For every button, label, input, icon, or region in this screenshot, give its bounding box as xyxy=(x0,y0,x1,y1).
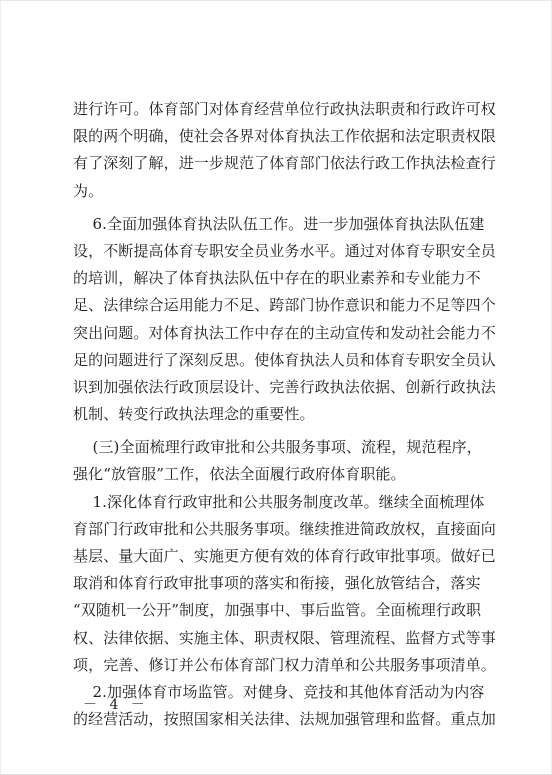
text-line: 突出问题。对体育执法工作中存在的主动宣传和发动社会能力不 xyxy=(73,323,496,342)
text-line: 的经营活动，按照国家相关法律、法规加强管理和监督。重点加 xyxy=(73,710,496,729)
text-line: 的培训，解决了体育执法队伍中存在的职业素养和专业能力不 xyxy=(73,269,481,288)
text-line: (三)全面梳理行政审批和公共服务事项、流程，规范程序， xyxy=(73,438,482,457)
body-text xyxy=(73,96,496,733)
text-line: 有了深刻了解，进一步规范了体育部门依法行政工作执法检查行 xyxy=(73,154,496,173)
text-line: 权、法律依据、实施主体、职责权限、管理流程、监督方式等事 xyxy=(73,628,496,647)
text-line: 项，完善、修订并公布体育部门权力清单和公共服务事项清单。 xyxy=(73,655,496,674)
text-line: 足、法律综合运用能力不足、跨部门协作意识和能力不足等四个 xyxy=(73,296,496,315)
text-line: 为。 xyxy=(73,181,104,200)
text-line: 设，不断提高体育专职安全员业务水平。通过对体育专职安全员 xyxy=(73,241,496,260)
text-line: 取消和体育行政审批事项的落实和衔接，强化放管结合，落实 xyxy=(73,574,481,593)
text-line: 识到加强依法行政顶层设计、完善行政执法依据、创新行政执法 xyxy=(73,377,496,396)
text-line: 6.全面加强体育执法队伍工作。进一步加强体育执法队伍建 xyxy=(73,214,485,233)
text-line: 2.加强体育市场监管。对健身、竞技和其他体育活动为内容 xyxy=(73,682,485,701)
text-line: 足的问题进行了深刻反思。使体育执法人员和体育专职安全员认 xyxy=(73,350,496,369)
text-line: 强化“放管服”工作，依法全面履行政府体育职能。 xyxy=(73,465,406,484)
text-line: 1.深化体育行政审批和公共服务制度改革。继续全面梳理体 xyxy=(73,492,485,511)
text-line: 机制、转变行政执法理念的重要性。 xyxy=(73,405,315,424)
text-line: 进行许可。体育部门对体育经营单位行政执法职责和行政许可权 xyxy=(73,100,496,118)
page-number: － 4 － xyxy=(83,697,149,713)
text-line: 基层、量大面广、实施更方便有效的体育行政审批事项。做好已 xyxy=(73,547,496,565)
text-line: “双随机一公开”制度，加强事中、事后监管。全面梳理行政职 xyxy=(73,601,482,620)
text-line: 限的两个明确，使社会各界对体育执法工作依据和法定职责权限 xyxy=(73,127,496,146)
text-line: 育部门行政审批和公共服务事项。继续推进简政放权，直接面向 xyxy=(73,519,496,538)
